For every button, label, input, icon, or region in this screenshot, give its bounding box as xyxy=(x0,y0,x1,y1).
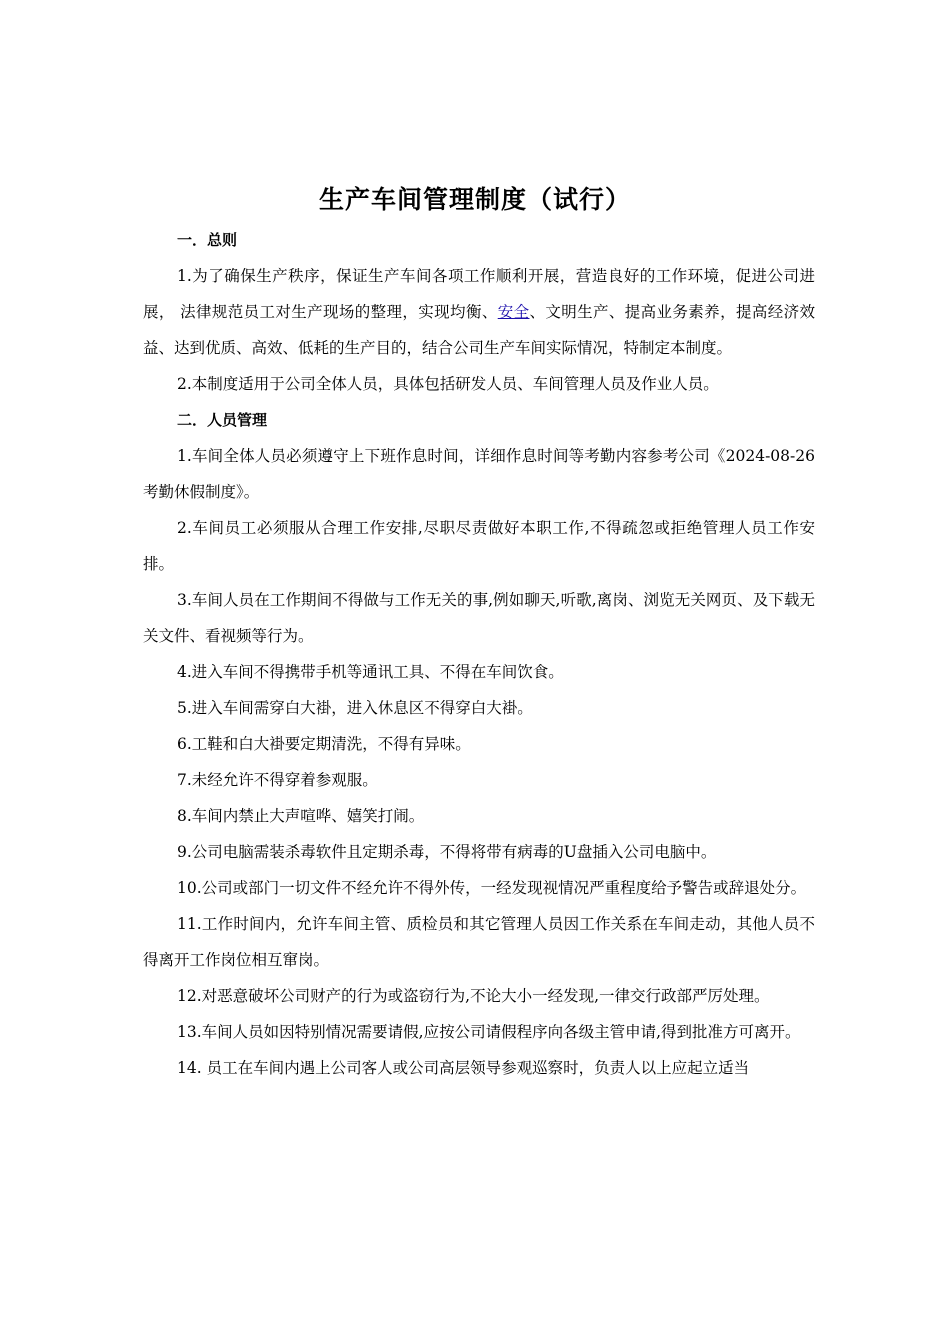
paragraph-purpose xyxy=(143,258,815,366)
paragraph-scope: 2.本制度适用于公司全体人员，具体包括研发人员、车间管理人员及作业人员。 xyxy=(177,375,719,393)
rule-item-12: 12.对恶意破坏公司财产的行为或盗窃行为,不论大小一经发现,一律交行政部严厉处理。 xyxy=(177,987,770,1005)
rule-item-7: 7.未经允许不得穿着参观服。 xyxy=(177,771,378,789)
rule-item-5: 5.进入车间需穿白大褂，进入休息区不得穿白大褂。 xyxy=(177,699,533,717)
document-title: 生产车间管理制度（试行） xyxy=(318,185,631,214)
rule-item-6: 6.工鞋和白大褂要定期清洗，不得有异味。 xyxy=(177,735,471,753)
paragraph-purpose-text-after: 、文明生产、提高业务素养，提高经济效益、达到优质、高效、低耗的生产目的，结合公司生产车间实际情况，特制定本制度。 xyxy=(143,303,815,357)
section-heading-general: 一．总则 xyxy=(177,231,238,249)
safety-link[interactable]: 安全 xyxy=(497,303,530,321)
rule-item-11: 11.工作时间内，允许车间主管、质检员和其它管理人员因工作关系在车间走动，其他人员不得离开工作岗位相互窜岗。 xyxy=(143,915,815,969)
rule-item-2: 2.车间员工必须服从合理工作安排,尽职尽责做好本职工作,不得疏忽或拒绝管理人员工作安排。 xyxy=(143,519,815,573)
rule-item-10: 10.公司或部门一切文件不经允许不得外传，一经发现视情况严重程度给予警告或辞退处分。 xyxy=(177,879,807,897)
rule-item-1: 1.车间全体人员必须遵守上下班作息时间，详细作息时间等考勤内容参考公司《2024-08-26考勤休假制度》。 xyxy=(143,447,815,501)
rule-item-4: 4.进入车间不得携带手机等通讯工具、不得在车间饮食。 xyxy=(177,663,564,681)
rule-item-9: 9.公司电脑需装杀毒软件且定期杀毒，不得将带有病毒的U盘插入公司电脑中。 xyxy=(177,843,717,861)
rule-item-14: 14. 员工在车间内遇上公司客人或公司高层领导参观巡察时，负责人以上应起立适当 xyxy=(177,1059,750,1077)
rule-item-3: 3.车间人员在工作期间不得做与工作无关的事,例如聊天,听歌,离岗、浏览无关网页、及下载无关文件、看视频等行为。 xyxy=(143,591,815,645)
paragraph-purpose-text-before: 1.为了确保生产秩序，保证生产车间各项工作顺利开展，营造良好的工作环境，促进公司进展， 法律规范员工对生产现场的整理，实现均衡、 xyxy=(143,267,815,321)
section-heading-personnel: 二．人员管理 xyxy=(177,411,268,429)
rule-item-13: 13.车间人员如因特别情况需要请假,应按公司请假程序向各级主管申请,得到批准方可离开。 xyxy=(177,1023,801,1041)
document-body xyxy=(143,222,815,1086)
rule-item-8: 8.车间内禁止大声喧哗、嬉笑打闹。 xyxy=(177,807,425,825)
